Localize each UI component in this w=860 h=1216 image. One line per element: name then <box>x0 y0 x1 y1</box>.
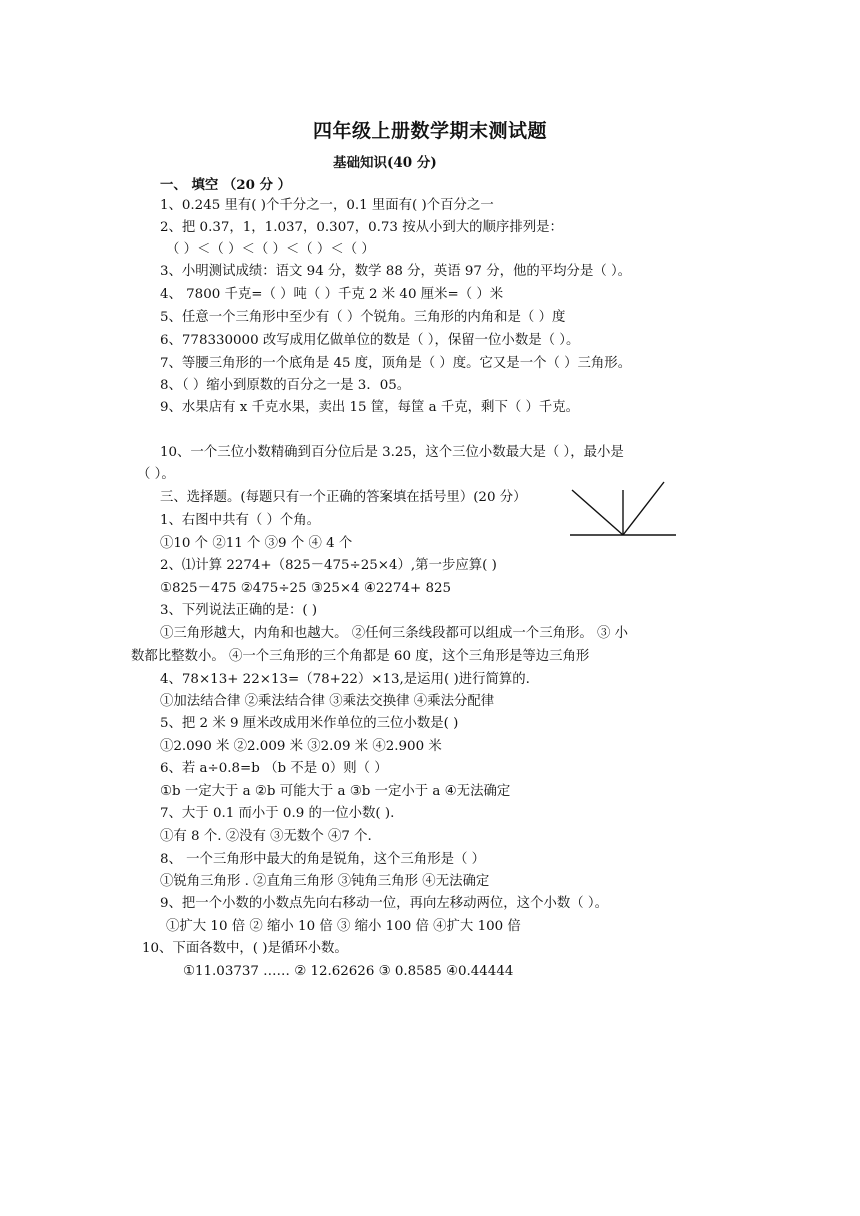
question-line: 8、 一个三角形中最大的角是锐角，这个三角形是（ ） <box>160 852 486 867</box>
question-line: 2、⑴计算 2274+（825－475÷25×4）,第一步应算( ) <box>160 558 497 573</box>
option-line: 数都比整数小。 ④一个三角形的三个角都是 60 度，这个三角形是等边三角形 <box>131 649 590 664</box>
section1-heading: 一、 填空 （20 分 ） <box>160 177 292 193</box>
option-line: ①扩大 10 倍 ② 缩小 10 倍 ③ 缩小 100 倍 ④扩大 100 倍 <box>166 919 521 934</box>
option-line: ①加法结合律 ②乘法结合律 ③乘法交换律 ④乘法分配律 <box>160 694 495 709</box>
option-line: ①10 个 ②11 个 ③9 个 ④ 4 个 <box>160 536 353 551</box>
question-line: 10、下面各数中，( )是循环小数。 <box>142 941 348 956</box>
question-line: （ ）＜（ ）＜（ ）＜（ ）＜（ ） <box>166 242 375 257</box>
option-line: ①11.03737 …… ② 12.62626 ③ 0.8585 ④0.44444 <box>183 964 514 979</box>
question-line: （ ）。 <box>137 467 175 482</box>
question-line: 2、把 0.37，1，1.037，0.307，0.73 按从小到大的顺序排列是： <box>160 220 563 235</box>
angle-figure <box>570 480 680 542</box>
question-line: 3、下列说法正确的是：( ) <box>160 603 318 618</box>
section-subtitle: 基础知识(40 分) <box>333 155 437 171</box>
question-line: 9、把一个小数的小数点先向右移动一位，再向左移动两位，这个小数（ ）。 <box>160 896 608 911</box>
question-line: 6、778330000 改写成用亿做单位的数是（ ），保留一位小数是（ ）。 <box>160 333 580 348</box>
question-line: 7、等腰三角形的一个底角是 45 度，顶角是（ ）度。它又是一个（ ）三角形。 <box>160 356 632 371</box>
question-line: 6、若 a÷0.8=b （b 不是 0）则（ ） <box>160 761 388 776</box>
question-line: 8、（ ）缩小到原数的百分之一是 3．05。 <box>160 378 411 393</box>
option-line: ①825－475 ②475÷25 ③25×4 ④2274+ 825 <box>160 581 452 596</box>
question-line: 9、水果店有 x 千克水果，卖出 15 筐，每筐 a 千克，剩下（ ）千克。 <box>160 400 580 415</box>
question-line: 3、小明测试成绩：语文 94 分，数学 88 分，英语 97 分，他的平均分是（ ）。 <box>160 264 632 279</box>
question-line: 1、0.245 里有( )个千分之一，0.1 里面有( )个百分之一 <box>160 198 494 213</box>
question-line: 4、 7800 千克=（ ）吨（ ）千克 2 米 40 厘米=（ ）米 <box>160 287 504 302</box>
angle-ray-right <box>623 482 664 535</box>
option-line: ①三角形越大，内角和也越大。 ②任何三条线段都可以组成一个三角形。 ③ 小 <box>160 626 629 641</box>
option-line: ①b 一定大于 a ②b 可能大于 a ③b 一定小于 a ④无法确定 <box>160 784 511 799</box>
angle-ray-left <box>572 490 623 535</box>
question-line: 5、把 2 米 9 厘米改成用米作单位的三位小数是( ) <box>160 716 459 731</box>
question-line: 7、大于 0.1 而小于 0.9 的一位小数( ). <box>160 806 395 821</box>
option-line: ①2.090 米 ②2.009 米 ③2.09 米 ④2.900 米 <box>160 739 442 754</box>
question-line: 1、右图中共有（ ）个角。 <box>160 513 321 528</box>
option-line: ①有 8 个. ②没有 ③无数个 ④7 个. <box>160 829 372 844</box>
question-line: 5、任意一个三角形中至少有（ ）个锐角。三角形的内角和是（ ）度 <box>160 310 566 325</box>
section3-heading: 三、选择题。(每题只有一个正确的答案填在括号里）(20 分） <box>160 490 527 505</box>
question-line: 4、78×13+ 22×13=（78+22）×13,是运用( )进行简算的. <box>160 672 530 687</box>
option-line: ①锐角三角形 . ②直角三角形 ③钝角三角形 ④无法确定 <box>160 874 490 889</box>
page-title: 四年级上册数学期末测试题 <box>312 120 547 142</box>
question-line: 10、一个三位小数精确到百分位后是 3.25，这个三位小数最大是（ ），最小是 <box>160 445 624 460</box>
